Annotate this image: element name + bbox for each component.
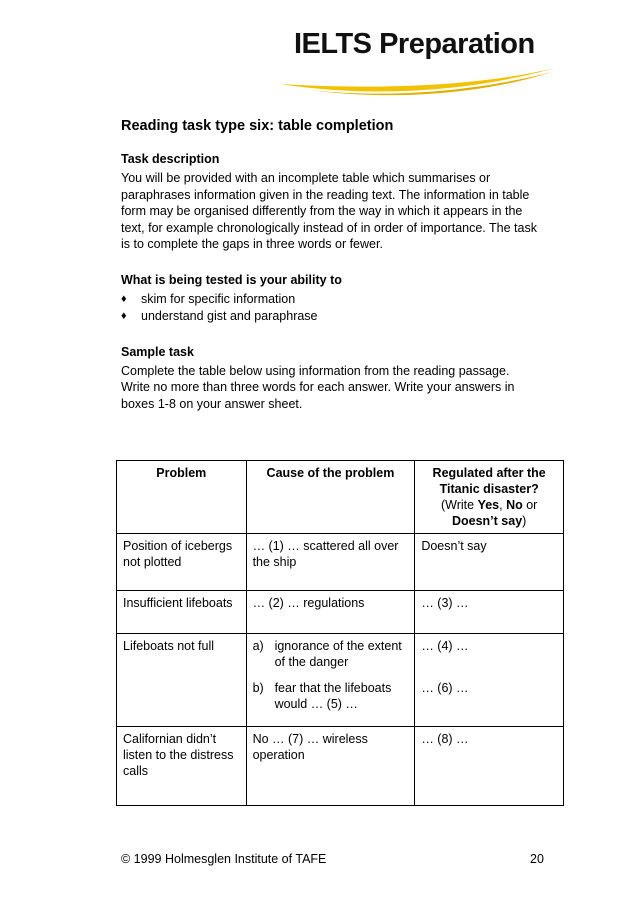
table-row [117, 591, 564, 634]
cause-item-b: b) fear that the lifeboats would … (5) … [252, 681, 392, 711]
cell-cause: No … (7) … wireless operation [246, 727, 415, 806]
tested-list [121, 291, 541, 325]
sample-body: Complete the table below using information from the reading passage. Write no more than three words for each answer. Write your answers in boxes 1-8 on your answer sheet. [121, 363, 515, 411]
cell-problem: Californian didn’t listen to the distress calls [117, 727, 247, 806]
header-problem: Problem [117, 461, 247, 534]
table-row [117, 534, 564, 591]
cell-problem: Position of icebergs not plotted [117, 534, 247, 591]
list-item: ♦ understand gist and paraphrase [121, 308, 318, 323]
cell-regulated [415, 634, 564, 727]
completion-table [116, 460, 564, 806]
cell-problem: Lifeboats not full [117, 634, 247, 727]
header-regulated: Regulated after the Titanic disaster? (Write Yes, No or Doesn’t say) [415, 461, 564, 534]
cell-regulated: Doesn’t say [415, 534, 564, 591]
cell-regulated: … (8) … [415, 727, 564, 806]
main-content [121, 118, 541, 432]
tested-section [121, 273, 541, 325]
list-item: ♦ skim for specific information [121, 291, 296, 306]
cell-regulated: … (3) … [415, 591, 564, 634]
sample-section [121, 345, 541, 413]
regulated-b: … (6) … [421, 681, 469, 695]
table-row [117, 634, 564, 727]
task-description-section [121, 152, 541, 253]
cell-problem: Insufficient lifeboats [117, 591, 247, 634]
diamond-bullet-icon: ♦ [121, 309, 127, 322]
footer-copyright: © 1999 Holmesglen Institute of TAFE [121, 852, 327, 866]
ielts-logo [270, 20, 560, 100]
diamond-bullet-icon: ♦ [121, 292, 127, 305]
sample-heading: Sample task [121, 344, 194, 359]
cell-cause: … (1) … scattered all over the ship [246, 534, 415, 591]
cell-cause [246, 634, 415, 727]
table-header-row [117, 461, 564, 534]
task-description-heading: Task description [121, 152, 220, 166]
tested-heading: What is being tested is your ability to [121, 272, 342, 287]
logo-text: IELTS Preparation [294, 28, 535, 60]
page-title: Reading task type six: table completion [121, 118, 394, 134]
cause-item-a: a) ignorance of the extent of the danger [252, 639, 402, 669]
cell-cause: … (2) … regulations [246, 591, 415, 634]
header-cause: Cause of the problem [246, 461, 415, 534]
task-description-body: You will be provided with an incomplete table which summarises or paraphrases information given in the reading text. The information in table form may be organised differently from the way in which it appears in the text, for example chronologically instead of in order of importance. The task is to complete the gaps in three words or fewer. [121, 171, 537, 251]
page-number: 20 [530, 852, 544, 866]
regulated-a: … (4) … [421, 639, 469, 653]
table-row [117, 727, 564, 806]
